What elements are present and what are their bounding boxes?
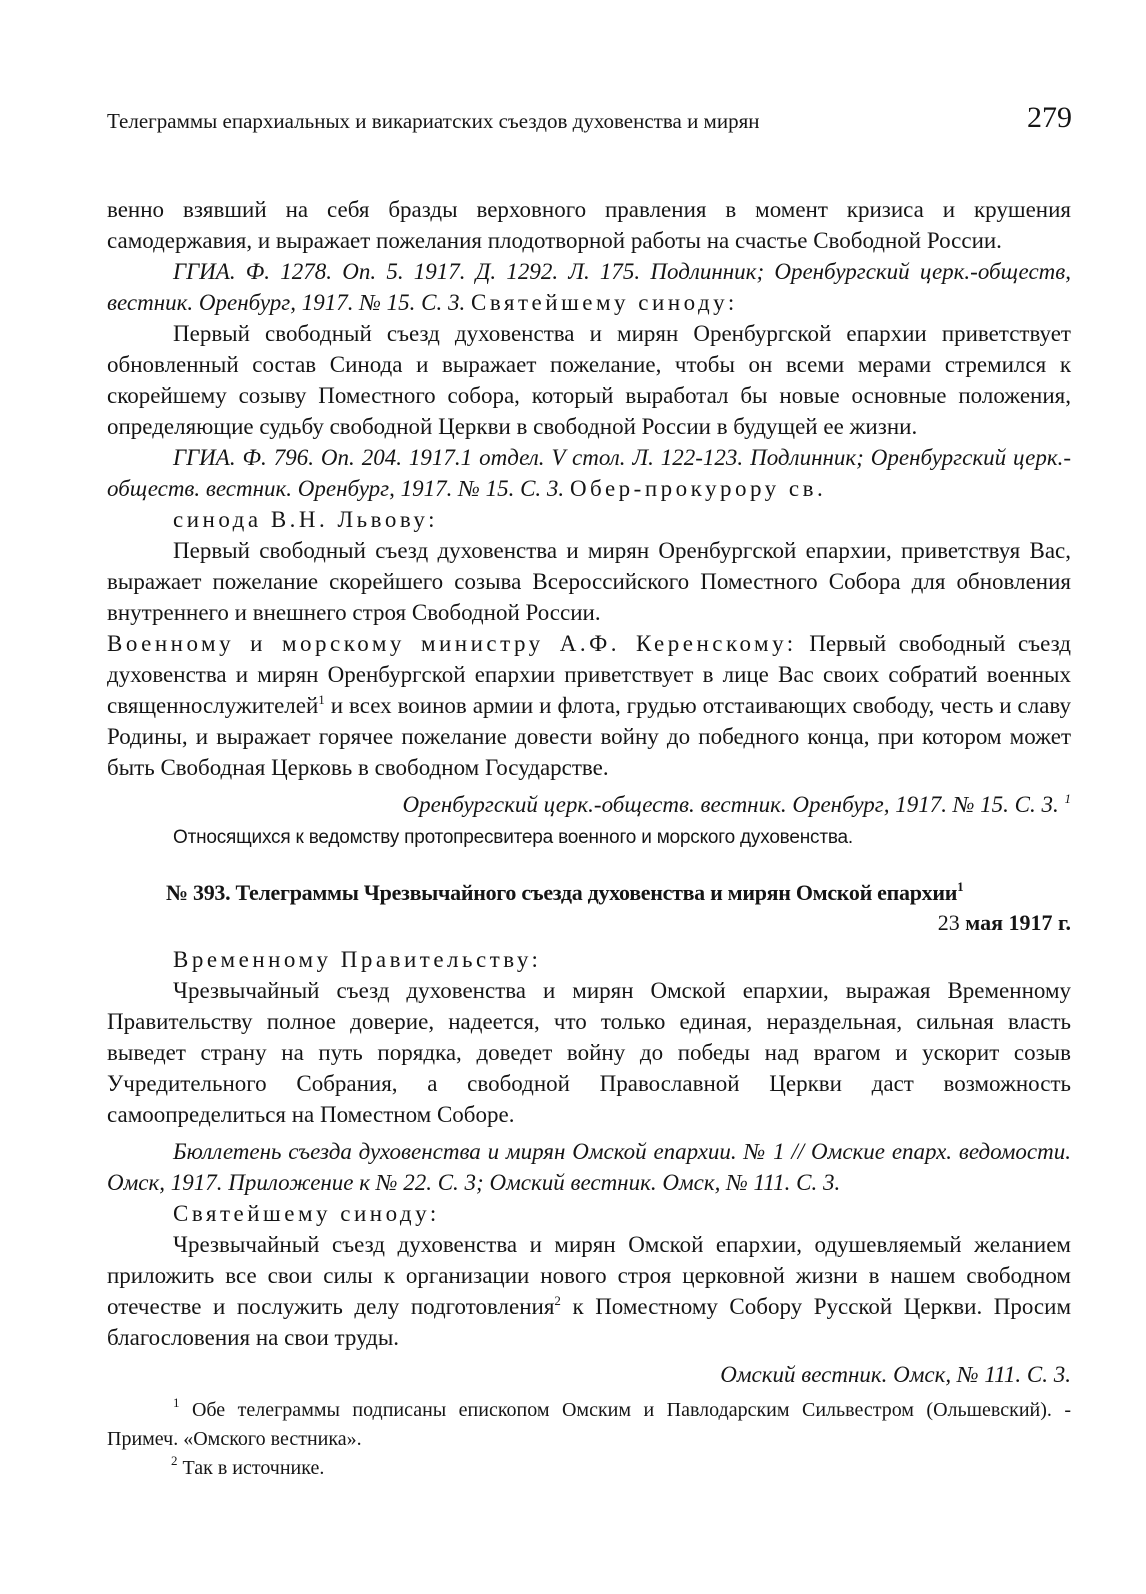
running-title: Телеграммы епархиальных и викариатских съездов духовенства и мирян xyxy=(107,109,760,133)
footnote-marker: 1 xyxy=(318,692,325,707)
footnote-marker: 2 xyxy=(171,1453,178,1468)
footnote-2: $^2$ Так в источнике. xyxy=(171,1453,325,1479)
source-text: ГГИА. Ф. 796. Оп. 204. 1917.1 отдел. V стол. Л. 122-123. Подлинник; Оренбургский церк.-обществ. вестник. Оренбург, 1917. № 15. С. 3. xyxy=(107,445,1071,501)
telegram-text: Первый свободный съезд духовенства и мирян Оренбургской епархии, приветствуя Вас, выражает пожелание скорейшего созыва Всероссийского Поместного Собора для обновления внутреннего и внешнего строя Свободной России. xyxy=(107,538,1071,625)
addressee-heading: синода В.Н. Львову: xyxy=(173,507,438,532)
addressee-heading: Временному Правительству: xyxy=(173,947,542,972)
telegram-text: Военному и морскому министру А.Ф. Керенскому: Первый свободный съезд духовенства и мирян Оренбургской епархии приветствует в лице Вас своих собратий военных священнослужителей$^1$ и всех воинов армии и флота, грудью отстаивающих свободу, честь и славу Родины, и выражает горячее пожелание довести войну до победного конца, при котором может быть Свободная Церковь в свободном Государстве. xyxy=(107,631,1072,780)
addressee-heading: Обер-прокурору св. xyxy=(569,476,827,501)
footnote-1: $^1$ Обе телеграммы подписаны епископом Омским и Павлодарским Сильвестром (Ольшевский). - Примеч. «Омского вестника». xyxy=(107,1395,1071,1450)
telegram-text: Первый свободный съезд духовенства и мирян Оренбургской епархии приветствует обновленный состав Синода и выражает пожелание, чтобы он всеми мерами стремился к скорейшему созыву Поместного собора, который выработал бы новые основные положения, определяющие судьбу свободной Церкви в свободной России в будущей ее жизни. xyxy=(107,321,1071,439)
footnote-marker: 2 xyxy=(554,1293,561,1308)
page-number: 279 xyxy=(1027,101,1072,134)
footnote-text: Относящихся к ведомству протопресвитера военного и морского духовенства. xyxy=(173,827,853,848)
telegram-text: Чрезвычайный съезд духовенства и мирян Омской епархии, выражая Временному Правительству полное доверие, надеется, что только единая, нераздельная, сильная власть выведет страну на путь порядка, доведет войну до победы над врагом и ускорит созыв Учредительного Собрания, а свободной Православной Церкви даст возможность самоопределиться на Поместном Соборе. xyxy=(107,978,1071,1127)
document-title: № 393. Телеграммы Чрезвычайного съезда духовенства и мирян Омской епархии$^1$ xyxy=(166,879,964,905)
addressee-heading: Святейшему синоду: xyxy=(471,290,738,315)
source-reference: Омский вестник. Омск, № 111. С. 3. xyxy=(720,1362,1071,1387)
addressee-heading: Военному и морскому министру А.Ф. Керенскому: xyxy=(107,631,797,656)
source-reference: Бюллетень съезда духовенства и мирян Омской епархии. № 1 // Омские епарх. ведомости. Омск, 1917. Приложение к № 22. С. 3; Омский вестник. Омск, № 111. С. 3. xyxy=(107,1139,1071,1195)
footnote-marker: 1 xyxy=(1064,791,1071,806)
footnote-marker: 1 xyxy=(957,879,964,894)
page-body xyxy=(107,194,1071,1483)
telegram-text: Чрезвычайный съезд духовенства и мирян Омской епархии, одушевляемый желанием приложить все свои силы к организации нового строя церковной жизни в нашем свободном отечестве и послужить делу подготовления$^2$ к Поместному Собору Русской Церкви. Просим благословения на свои труды. xyxy=(107,1232,1071,1350)
footnotes xyxy=(107,1396,1071,1483)
paragraph-continuation: венно взявший на себя бразды верховного правления в момент кризиса и крушения самодержавия, и выражает пожелания плодотворной работы на счастье Свободной России. xyxy=(107,197,1071,253)
source-text: ГГИА. Ф. 1278. Оп. 5. 1917. Д. 1292. Л. 175. Подлинник; Оренбургский церк.-обществ, вестник. Оренбург, 1917. № 15. С. 3. xyxy=(107,259,1071,315)
footnote-marker: 1 xyxy=(173,1395,180,1410)
document-date: 23 мая 1917 г. xyxy=(937,910,1071,935)
source-reference: Оренбургский церк.-обществ. вестник. Оренбург, 1917. № 15. С. 3. $^1$ xyxy=(402,791,1071,817)
source-reference xyxy=(107,256,1071,318)
addressee-heading: Святейшему синоду: xyxy=(173,1201,440,1226)
source-reference xyxy=(107,442,1071,504)
